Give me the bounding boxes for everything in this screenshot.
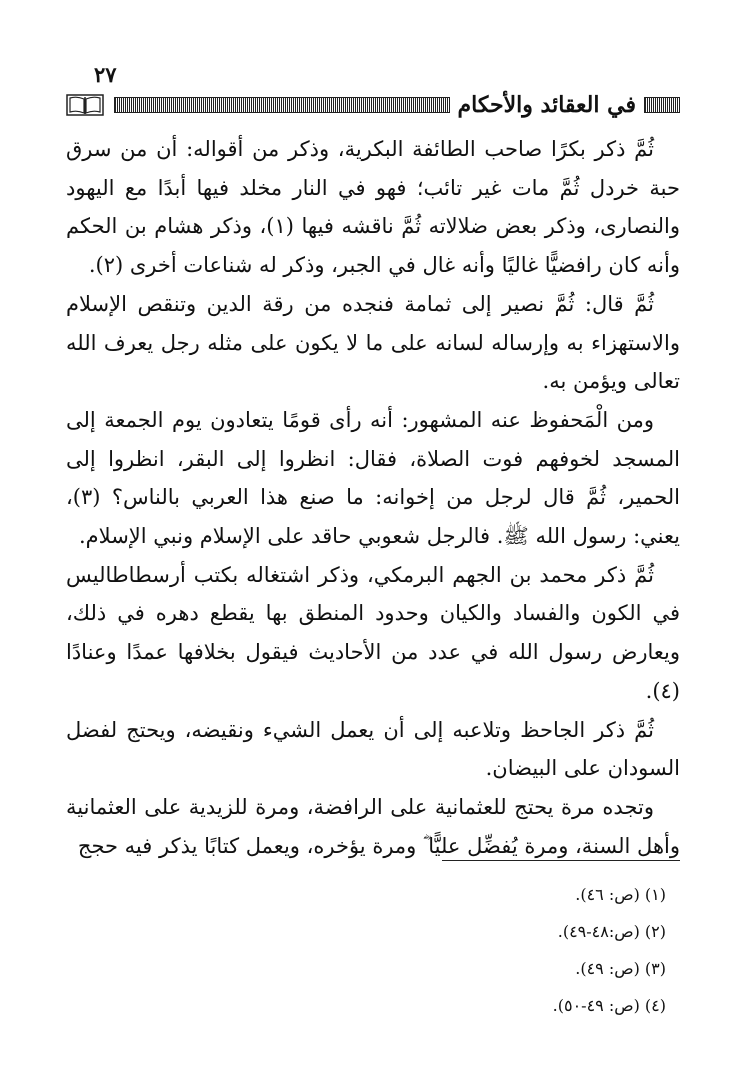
header-ornament-bar: [114, 97, 450, 113]
footnote-2: (٢) (ص:٤٨-٤٩).: [557, 922, 666, 941]
footnote-4: (٤) (ص: ٤٩-٥٠).: [552, 996, 666, 1015]
footnote-3: (٣) (ص: ٤٩).: [575, 959, 666, 978]
header-ornament-right: [644, 97, 680, 113]
paragraph-3: ومن الْمَحفوظ عنه المشهور: أنه رأى قومًا يتعادون يوم الجمعة إلى المسجد لخوفهم فوت الصلاة، فقال: انظروا إلى البقر، انظروا إلى الحمير، ثُمَّ قال لرجل من إخوانه: ما صنع هذا العربي بالناس؟ (٣)، يعني: رسول الله ﷺ. فالرجل شعوبي حاقد على الإسلام ونبي الإسلام.: [66, 407, 680, 549]
paragraph-2: ثُمَّ قال: ثُمَّ نصير إلى ثمامة فنجده من رقة الدين وتنقص الإسلام والاستهزاء به وإرساله لسانه على ما لا يكون على مثله رجل يعرف الله تعالى ويؤمن به.: [66, 291, 680, 394]
running-title: في العقائد والأحكام: [457, 92, 636, 118]
running-header: [66, 91, 680, 119]
footnote-1: (١) (ص: ٤٦).: [575, 885, 666, 904]
paragraph-1: ثُمَّ ذكر بكرًا صاحب الطائفة البكرية، وذكر من أقواله: أن من سرق حبة خردل ثُمَّ مات غير تائب؛ فهو في النار مخلد فيها أبدًا مع اليهود والنصارى، وذكر بعض ضلالاته ثُمَّ ناقشه فيها (١)، وذكر هشام بن الحكم وأنه كان رافضيًّا غاليًا وأنه غال في الجبر، وذكر له شناعات أخرى (٢).: [66, 137, 680, 278]
footnotes: [66, 876, 680, 1024]
footnote-separator: [442, 860, 680, 861]
paragraph-5: ثُمَّ ذكر الجاحظ وتلاعبه إلى أن يعمل الشيء ونقيضه، ويحتج لفضل السودان على البيضان.: [66, 717, 680, 781]
page-number: ٢٧: [94, 62, 117, 87]
paragraph-4: ثُمَّ ذكر محمد بن الجهم البرمكي، وذكر اشتغاله بكتب أرسطاطاليس في الكون والفساد والكيان وحدود المنطق بها يقطع دهره في ذلك، ويعارض رسول الله في عدد من الأحاديث فيقول بخلافها عمدًا وعنادًا (٤).: [66, 562, 680, 703]
main-text: [66, 130, 680, 865]
open-book-icon: [66, 93, 104, 117]
paragraph-6: وتجده مرة يحتج للعثمانية على الرافضة، ومرة للزيدية على العثمانية وأهل السنة، ومرة يُفضِّل عليًّا ؓ ومرة يؤخره، ويعمل كتابًا يذكر فيه حجج: [66, 794, 680, 858]
